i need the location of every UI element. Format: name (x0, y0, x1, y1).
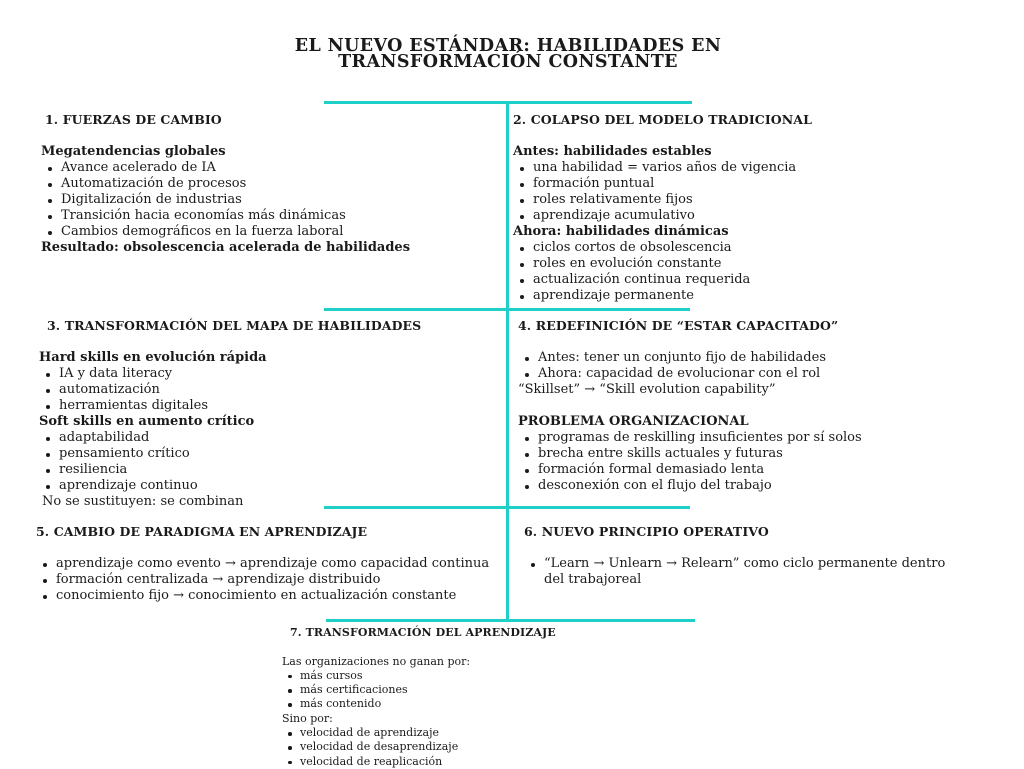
sino-por-line: Sino por: (282, 711, 333, 725)
list-item: velocidad de aprendizaje (300, 726, 582, 740)
list-item: aprendizaje como evento → aprendizaje como capacidad continua (56, 556, 498, 572)
list-sino-por (282, 726, 582, 769)
list-item: velocidad de desaprendizaje (300, 740, 582, 754)
list-item: herramientas digitales (59, 398, 499, 414)
list-item: velocidad de reaplicación (300, 755, 582, 769)
subheading-antes: Antes: habilidades estables (513, 144, 712, 159)
list-item: brecha entre skills actuales y futuras (538, 446, 998, 462)
title-line-2: TRANSFORMACIÓN CONSTANTE (338, 52, 678, 72)
section-heading: 2. COLAPSO DEL MODELO TRADICIONAL (513, 112, 812, 127)
list-problema (518, 430, 998, 494)
list-antes-ahora (518, 350, 998, 382)
list-item: IA y data literacy (59, 366, 499, 382)
list-item: Ahora: capacidad de evolucionar con el rol (538, 366, 998, 382)
list-item: formación puntual (533, 176, 993, 192)
subheading-hard-skills: Hard skills en evolución rápida (39, 350, 267, 365)
list-item: adaptabilidad (59, 430, 499, 446)
note-combinan: No se sustituyen: se combinan (42, 494, 244, 509)
list-soft-skills (39, 430, 499, 494)
section-fuerzas-de-cambio (41, 112, 491, 256)
section-heading: 4. REDEFINICIÓN DE “ESTAR CAPACITADO” (518, 318, 839, 333)
list-item: Digitalización de industrias (61, 192, 491, 208)
section-mapa-habilidades (39, 318, 499, 510)
list-hard-skills (39, 366, 499, 414)
section-principio-operativo (524, 524, 964, 588)
list-antes (513, 160, 993, 224)
list-item: programas de reskilling insuficientes por sí solos (538, 430, 998, 446)
list-item: aprendizaje continuo (59, 478, 499, 494)
list-item: desconexión con el flujo del trabajo (538, 478, 998, 494)
subheading-megatendencias: Megatendencias globales (41, 144, 226, 159)
result-line: Resultado: obsolescencia acelerada de habilidades (41, 240, 411, 255)
subheading-soft-skills: Soft skills en aumento crítico (39, 414, 255, 429)
skillset-line: “Skillset” → “Skill evolution capability” (518, 382, 776, 397)
divider-row-3 (326, 619, 695, 622)
section-colapso-modelo (513, 112, 993, 304)
list-item: Avance acelerado de IA (61, 160, 491, 176)
list-item: formación formal demasiado lenta (538, 462, 998, 478)
section-heading: 7. TRANSFORMACIÓN DEL APRENDIZAJE (290, 626, 556, 639)
subheading-ahora: Ahora: habilidades dinámicas (513, 224, 729, 239)
divider-row-1 (324, 308, 690, 311)
list-principio (524, 556, 964, 588)
section-heading: 1. FUERZAS DE CAMBIO (45, 112, 222, 127)
list-item: Antes: tener un conjunto fijo de habilidades (538, 350, 998, 366)
section-cambio-paradigma (36, 524, 498, 604)
list-item: Cambios demográficos en la fuerza laboral (61, 224, 491, 240)
title-line-1: EL NUEVO ESTÁNDAR: HABILIDADES EN (294, 36, 722, 56)
list-ahora (513, 240, 993, 304)
list-item: pensamiento crítico (59, 446, 499, 462)
list-item: roles en evolución constante (533, 256, 993, 272)
list-no-ganan (282, 669, 582, 712)
list-item: formación centralizada → aprendizaje distribuido (56, 572, 498, 588)
list-item: aprendizaje acumulativo (533, 208, 993, 224)
section-heading: 6. NUEVO PRINCIPIO OPERATIVO (524, 524, 769, 539)
list-item: Transición hacia economías más dinámicas (61, 208, 491, 224)
section-estar-capacitado (518, 318, 998, 494)
list-item: más contenido (300, 697, 582, 711)
list-item: actualización continua requerida (533, 272, 993, 288)
list-item: conocimiento fijo → conocimiento en actualización constante (56, 588, 498, 604)
list-item: aprendizaje permanente (533, 288, 993, 304)
page-title (200, 38, 816, 70)
section-heading: 3. TRANSFORMACIÓN DEL MAPA DE HABILIDADES (47, 318, 422, 333)
list-item: más cursos (300, 669, 582, 683)
list-item: más certificaciones (300, 683, 582, 697)
list-item: automatización (59, 382, 499, 398)
list-megatendencias (41, 160, 491, 240)
list-item: resiliencia (59, 462, 499, 478)
list-item: “Learn → Unlearn → Relearn” como ciclo permanente dentro del trabajoreal (544, 556, 964, 588)
section-transformacion-aprendizaje (282, 626, 582, 769)
section-heading: 5. CAMBIO DE PARADIGMA EN APRENDIZAJE (36, 524, 368, 539)
intro-line: Las organizaciones no ganan por: (282, 654, 471, 668)
list-paradigma (36, 556, 498, 604)
list-item: Automatización de procesos (61, 176, 491, 192)
list-item: una habilidad = varios años de vigencia (533, 160, 993, 176)
list-item: ciclos cortos de obsolescencia (533, 240, 993, 256)
subheading-problema: PROBLEMA ORGANIZACIONAL (518, 414, 749, 429)
vertical-divider (506, 104, 509, 621)
list-item: roles relativamente fijos (533, 192, 993, 208)
